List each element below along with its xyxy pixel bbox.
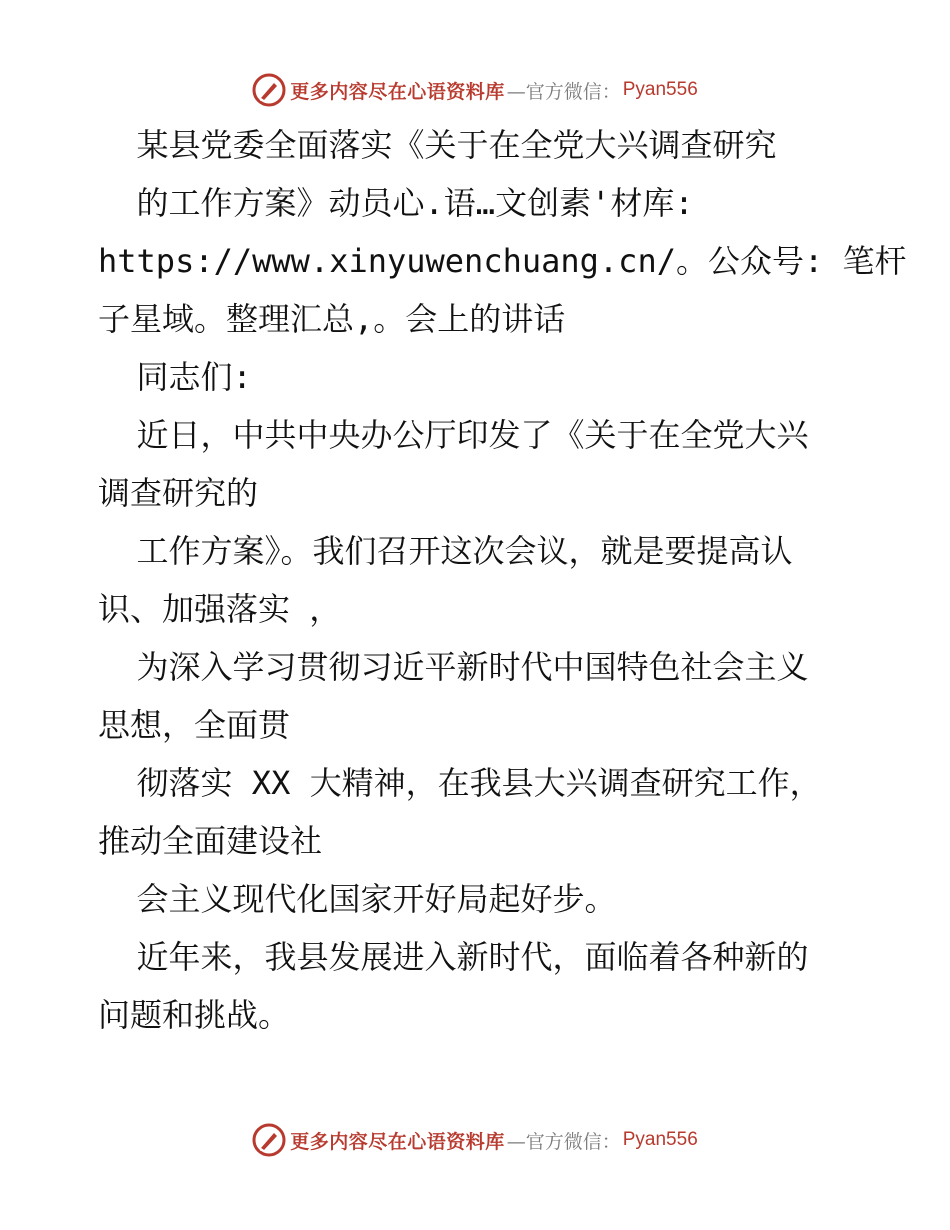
text-line: 为深入学习贯彻习近平新时代中国特色社会主义 — [98, 648, 809, 686]
text-line: 某县党委全面落实《关于在全党大兴调查研究 — [98, 126, 777, 164]
text-line: https://www.xinyuwenchuang.cn/。公众号: 笔杆 — [98, 242, 907, 280]
text-line: 近日，中共中央办公厅印发了《关于在全党大兴 — [98, 416, 809, 454]
text-line: 工作方案》。我们召开这次会议，就是要提高认 — [98, 532, 793, 570]
text-line: 思想，全面贯 — [98, 706, 291, 744]
banner-separator-text: —官方微信： — [506, 80, 621, 103]
text-line: 近年来，我县发展进入新时代，面临着各种新的 — [98, 938, 809, 976]
pen-logo-icon — [252, 73, 286, 107]
text-line: 会主义现代化国家开好局起好步。 — [98, 880, 617, 918]
text-line: 推动全面建设社 — [98, 822, 323, 860]
banner-handle-text: Pyan556 — [622, 1129, 698, 1150]
banner-handle-text: Pyan556 — [622, 79, 698, 100]
pen-logo-icon — [252, 1123, 286, 1157]
banner-main-text: 更多内容尽在心语资料库 — [290, 80, 505, 103]
banner-separator-text: —官方微信： — [506, 1130, 621, 1153]
text-line: 调查研究的 — [98, 474, 259, 512]
text-line: 彻落实 XX 大精神，在我县大兴调查研究工作， — [98, 764, 822, 802]
text-line: 问题和挑战。 — [98, 996, 291, 1034]
footer-watermark-banner — [0, 1120, 950, 1160]
document-body — [98, 116, 907, 1044]
header-watermark-banner — [0, 70, 950, 110]
text-line: 同志们: — [98, 358, 252, 396]
text-line: 识、加强落实 ， — [98, 590, 342, 628]
text-line: 的工作方案》动员心.语…文创素'材库: — [98, 184, 694, 222]
banner-main-text: 更多内容尽在心语资料库 — [290, 1130, 505, 1153]
text-line: 子星域。整理汇总,。会上的讲话 — [98, 300, 566, 338]
